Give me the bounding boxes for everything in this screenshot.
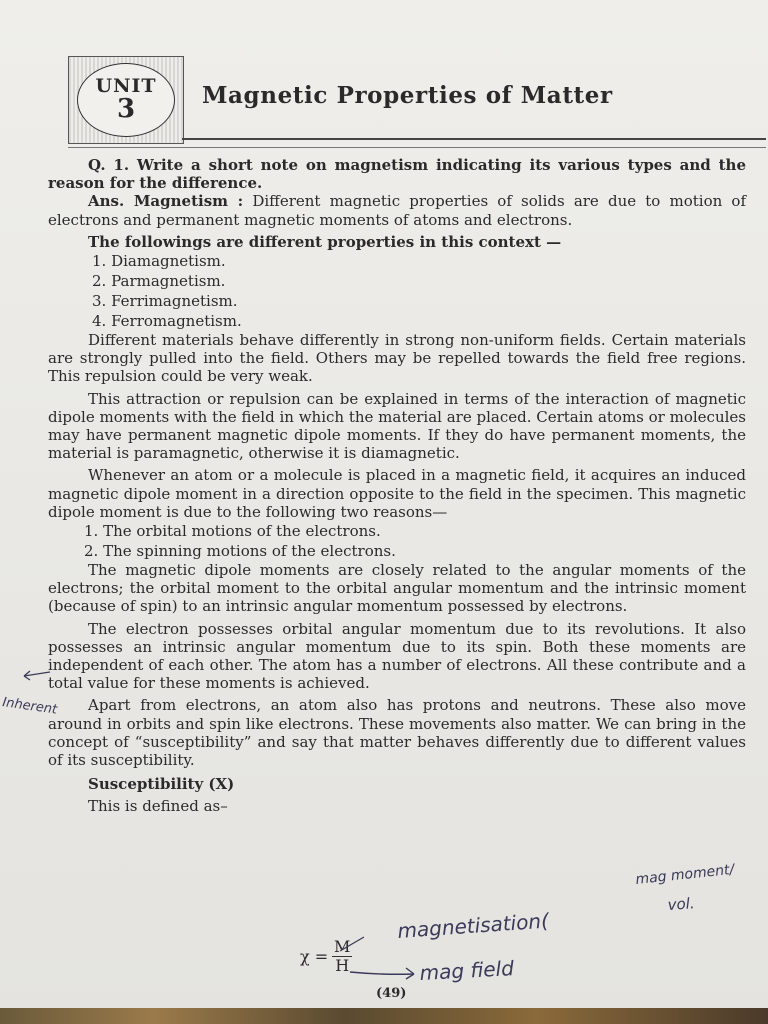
title-rule [182, 138, 766, 140]
unit-oval [77, 63, 175, 137]
paragraph: This attraction or repulsion can be explained in terms of the interaction of magnetic dipole moments with the field in which the material are placed. Certain atoms or molecules may have permanent magnetic dipole moments. If they do have permanent moments, the material is paramagnetic, otherwise it is diamagnetic. [48, 389, 746, 463]
answer-label: Ans. Magnetism : [88, 192, 244, 211]
title-rule-thin [68, 147, 766, 148]
paragraph: Different materials behave differently in strong non-uniform fields. Certain materials are strongly pulled into the field. Others may be repelled towards the field free regions. This repulsion could be very weak. [48, 331, 746, 386]
annotation-vol: vol. [667, 894, 696, 914]
chapter-title: Magnetic Properties of Matter [202, 82, 613, 109]
unit-number: 3 [116, 94, 136, 124]
defined-as: This is defined as– [88, 797, 228, 816]
susceptibility-formula [300, 938, 352, 975]
list-item: 1. Diamagnetism. [92, 252, 226, 271]
list-item: 1. The orbital motions of the electrons. [84, 522, 381, 541]
annotation-mag-moment: mag moment/ [634, 861, 735, 888]
answer [48, 192, 746, 228]
properties-heading: The followings are different properties in this context — [88, 232, 562, 251]
susceptibility-heading: Susceptibility (X) [88, 775, 235, 794]
annotation-arrow [350, 972, 414, 974]
paragraph: Apart from electrons, an atom also has protons and neutrons. These also move around in orbits and spin like electrons. These movements also matter. We can bring in the concept of “susceptibility” and say that matter behaves differently due to different values of its susceptibility. [48, 696, 746, 770]
paragraph: Whenever an atom or a molecule is placed in a magnetic field, it acquires an induced magnetic dipole moment in a direction opposite to the field in the specimen. This magnetic dipole moment is due to the following two reasons— [48, 466, 746, 521]
list-item: 2. Parmagnetism. [92, 272, 226, 291]
list-item: 2. The spinning motions of the electrons. [84, 542, 396, 561]
annotation-inherent: Inherent [1, 695, 58, 718]
formula-denominator: H [335, 956, 350, 975]
list-item: 4. Ferromagnetism. [92, 312, 242, 331]
formula-fraction [332, 938, 352, 975]
unit-label: UNIT [95, 75, 157, 97]
list-item: 3. Ferrimagnetism. [92, 292, 238, 311]
answer-text: Different magnetic properties of solids are due to motion of electrons and permanent magnetic moments of atoms and electrons. [48, 192, 746, 229]
table-surface [0, 1008, 768, 1024]
annotation-magnetisation: magnetisation( [396, 908, 550, 943]
formula-numerator: M [333, 937, 351, 956]
annotation-arrow [24, 672, 50, 676]
paragraph: The magnetic dipole moments are closely related to the angular moments of the electrons; the orbital moment to the orbital angular momentum and the intrinsic moment (because of spin) to an intrinsic angular momentum possessed by electrons. [48, 561, 746, 616]
unit-badge [68, 56, 184, 144]
formula-lhs: χ = [300, 947, 329, 966]
page-content [48, 156, 746, 816]
annotation-mag-field: mag field [419, 956, 515, 985]
paragraph: The electron possesses orbital angular momentum due to its revolutions. It also possesses an intrinsic angular momentum due to its spin. Both these moments are independent of each other. The atom has a number of electrons. All these contribute and a total value for these moments is achieved. [48, 619, 746, 693]
question: Q. 1. Write a short note on magnetism indicating its various types and the reason for the difference. [48, 156, 746, 193]
page-number: (49) [376, 986, 407, 1001]
